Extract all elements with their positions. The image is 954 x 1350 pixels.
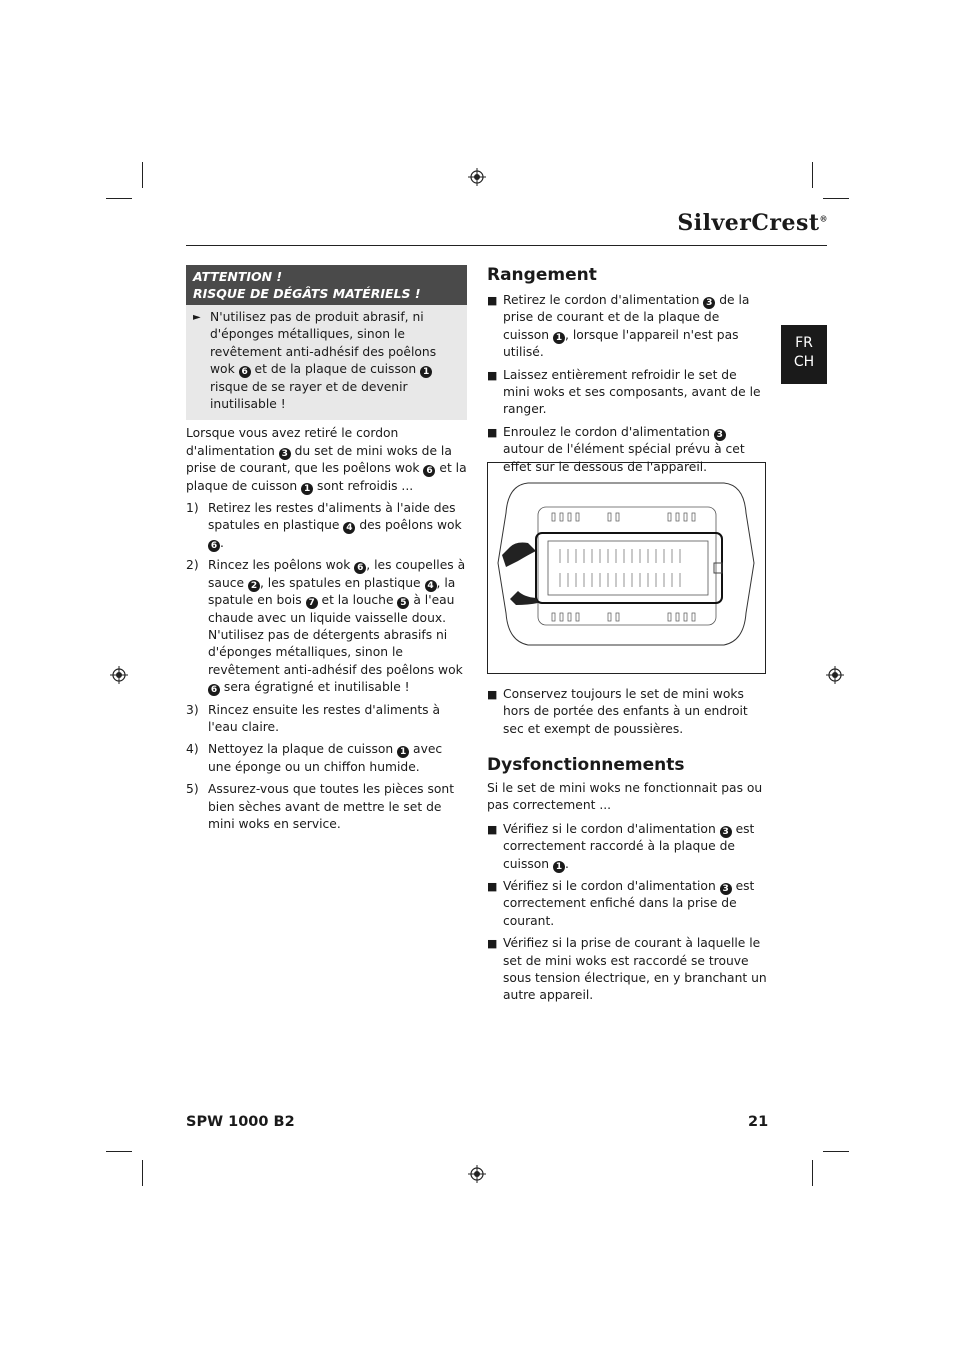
crop-mark [823,198,849,199]
list-item: ■ Conservez toujours le set de mini woks hors de portée des enfants à un endroit sec et exempt de poussières. [487,686,767,738]
bullet-square-icon: ■ [487,880,498,894]
model-number: SPW 1000 B2 [186,1114,295,1130]
crop-mark [823,1151,849,1152]
registration-mark-icon [468,1165,486,1183]
header-rule [186,245,827,246]
registration-mark-icon [826,666,844,684]
warning-header: ATTENTION ! RISQUE DE DÉGÂTS MATÉRIELS ! [186,265,467,305]
crop-mark [106,1151,132,1152]
registration-mark-icon [110,666,128,684]
registration-mark-icon [468,168,486,186]
list-item: ■ Vérifiez si le cordon d'alimentation 3 est correctement enfiché dans la prise de courant. [487,878,767,930]
warning-text: N'utilisez pas de produit abrasif, ni d'éponges métalliques, sinon le revêtement anti-adhésif des poêlons wok 6 et de la plaque de cuisson 1 risque de se rayer et de devenir inutilisable ! [210,310,437,412]
warning-body [186,305,467,420]
bullet-square-icon: ■ [487,368,498,382]
list-item: 5) Assurez-vous que toutes les pièces sont bien sèches avant de mettre le set de mini woks en service. [186,782,455,831]
bullet-square-icon: ■ [487,937,498,951]
list-item: 2) Rincez les poêlons wok 6 , les coupelles à sauce 2 , les spatules en plastique 4 , la spatule en bois 7 et la louche 5 à l'eau chaude avec un liquide vaisselle doux. N'utilisez pas de détergents abrasifs ni d'éponges métalliques, sinon le revêtement anti-adhésif des poêlons wok 6 sera égratigné et inutilisable ! [186,558,466,696]
bullet-square-icon: ■ [487,425,498,439]
brand-logo: SilverCrest® [677,210,828,236]
device-bottom-illustration [487,462,766,674]
crop-mark [812,1160,813,1186]
crop-mark [812,162,813,188]
bullet-square-icon: ■ [487,294,498,307]
storage-note [487,686,767,738]
list-item: 4) Nettoyez la plaque de cuisson 1 avec une éponge ou un chiffon humide. [186,742,443,774]
section-intro: Si le set de mini woks ne fonctionnait pas ou pas correctement ... [487,781,763,813]
language-tab: FR CH [781,325,827,384]
dysfonctionnements-section [487,754,767,1005]
crop-mark [142,162,143,188]
intro-paragraph: Lorsque vous avez retiré le cordon d'alimentation 3 du set de mini woks de la prise de courant, que les poêlons wok 6 et la plaque de cuisson 1 sont refroidis ... [186,426,467,494]
section-title: Dysfonctionnements [487,755,685,775]
crop-mark [106,198,132,199]
page-number: 21 [748,1114,769,1130]
list-item: ■ Vérifiez si le cordon d'alimentation 3 est correctement raccordé à la plaque de cuisson 1 . [487,821,755,872]
list-item: ■ Retirez le cordon d'alimentation 3 de la prise de courant et de la plaque de cuisson 1 , lorsque l'appareil n'est pas utilisé. [487,292,767,362]
list-item: ■ Vérifiez si la prise de courant à laquelle le set de mini woks est raccordé se trouve sous tension électrique, en y branchant un autre appareil. [487,935,767,1005]
bullet-square-icon: ■ [487,822,498,836]
crop-mark [142,1160,143,1186]
list-item: 3) Rincez ensuite les restes d'aliments à l'eau claire. [186,702,441,734]
arrow-right-icon: ► [193,312,201,323]
bullet-square-icon: ■ [487,688,498,701]
left-column [186,265,467,833]
list-item: 1) Retirez les restes d'aliments à l'aide des spatules en plastique 4 des poêlons wok 6 . [186,501,462,551]
section-title: Rangement [487,265,597,285]
list-item: ■ Enroulez le cordon d'alimentation 3 autour de l'élément spécial prévu à cet effet sur le dessous de l'appareil. [487,424,767,476]
rangement-section [487,264,767,476]
list-item: ■ Laissez entièrement refroidir le set de mini woks et ses composants, avant de le ranger. [487,367,767,419]
